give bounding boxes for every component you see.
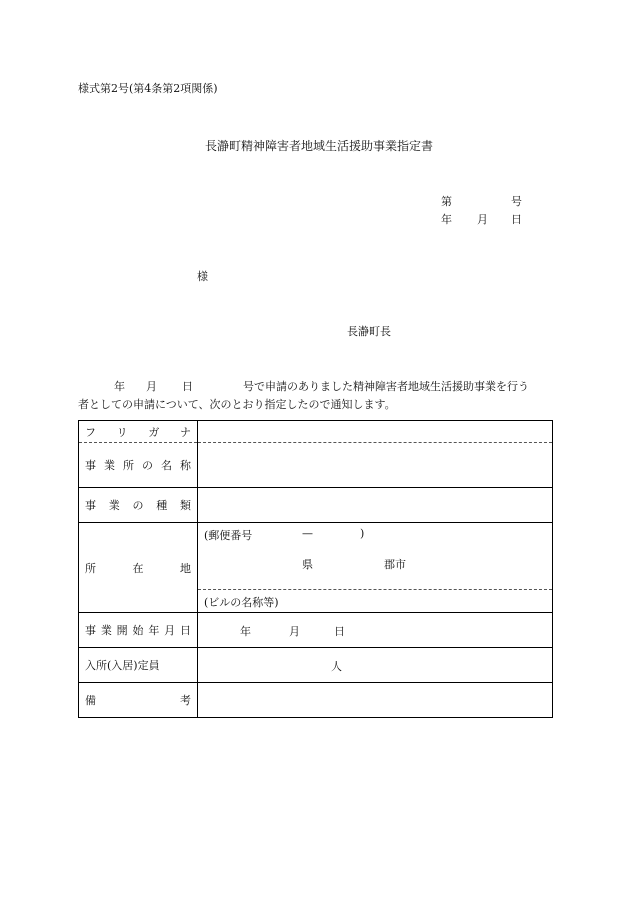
para-nen: 年 [114, 380, 125, 393]
document-title: 長瀞町精神障害者地域生活援助事業指定書 [205, 139, 434, 153]
row-office-name [79, 443, 553, 488]
para-hi: 日 [182, 380, 193, 393]
postal-close: ) [360, 527, 365, 540]
value-remarks[interactable] [198, 683, 553, 718]
label-furigana: フ リ ガ ナ [79, 421, 198, 443]
value-start-date[interactable] [198, 613, 553, 648]
location-divider [198, 589, 552, 590]
label-location: 所 在 地 [79, 523, 198, 613]
value-location[interactable] [198, 523, 553, 613]
start-date-nen: 年 [240, 625, 251, 638]
number-dai: 第 [441, 195, 452, 208]
postal-dash: — [302, 527, 313, 540]
capacity-unit: 人 [331, 660, 342, 673]
label-remarks: 備 考 [79, 683, 198, 718]
building-label: (ビルの名称等) [204, 596, 279, 609]
date-hi: 日 [511, 213, 522, 226]
label-capacity: 入所(入居)定員 [79, 648, 198, 683]
addressee-sama: 様 [197, 270, 208, 283]
designation-table [78, 420, 553, 718]
row-business-type [79, 488, 553, 523]
date-tsuki: 月 [477, 213, 488, 226]
para-tsuki: 月 [146, 380, 157, 393]
form-number: 様式第2号(第4条第2項関係) [78, 82, 218, 95]
notice-paragraph [78, 378, 553, 414]
label-office-name: 事 業 所 の 名 称 [79, 443, 198, 488]
issuer-name: 長瀞町長 [347, 325, 391, 338]
start-date-tsuki: 月 [289, 625, 300, 638]
label-start-date: 事 業 開 始 年 月 日 [79, 613, 198, 648]
row-furigana [79, 421, 553, 443]
value-furigana[interactable] [198, 421, 553, 443]
postal-label: (郵便番号 [204, 529, 253, 542]
label-business-type: 事 業 の 種 類 [79, 488, 198, 523]
date-nen: 年 [441, 213, 452, 226]
row-location [79, 523, 553, 613]
value-business-type[interactable] [198, 488, 553, 523]
row-remarks [79, 683, 553, 718]
row-start-date [79, 613, 553, 648]
para-line1-rest: 号で申請のありました精神障害者地域生活援助事業を行う [243, 380, 529, 393]
para-line2: 者としての申請について、次のとおり指定したので通知します。 [78, 398, 396, 411]
number-go: 号 [511, 195, 522, 208]
value-office-name[interactable] [198, 443, 553, 488]
location-ken: 県 [302, 558, 313, 571]
location-gunshi: 郡市 [384, 558, 406, 571]
value-capacity[interactable] [198, 648, 553, 683]
row-capacity [79, 648, 553, 683]
start-date-hi: 日 [334, 625, 345, 638]
